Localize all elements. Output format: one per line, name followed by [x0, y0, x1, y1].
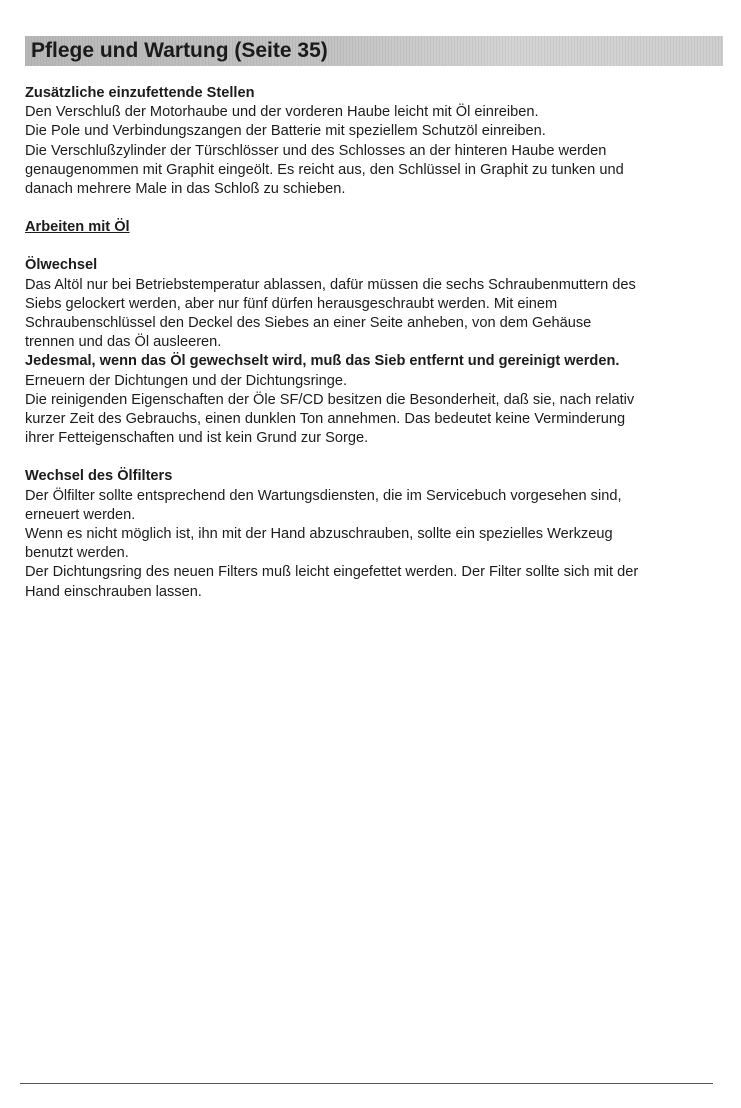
paragraph-line: Den Verschluß der Motorhaube und der vorderen Haube leicht mit Öl einreiben.	[25, 104, 539, 121]
spacer	[25, 199, 725, 218]
paragraph-line: Die Verschlußzylinder der Türschlösser und des Schlosses an der hinteren Haube werden	[25, 142, 607, 159]
paragraph-line: Erneuern der Dichtungen und der Dichtungsringe.	[25, 372, 348, 389]
document-body	[25, 84, 725, 602]
paragraph-line: Schraubenschlüssel den Deckel des Siebes an einer Seite anheben, von dem Gehäuse	[25, 315, 592, 332]
paragraph-line: benutzt werden.	[25, 545, 129, 562]
footer-divider	[20, 1083, 713, 1084]
emphasized-line: Jedesmal, wenn das Öl gewechselt wird, muß das Sieb entfernt und gereinigt werden.	[25, 353, 620, 370]
spacer	[25, 237, 725, 256]
section-heading-underlined: Arbeiten mit Öl	[25, 219, 130, 236]
section-heading: Wechsel des Ölfilters	[25, 468, 173, 485]
paragraph-line: danach mehrere Male in das Schloß zu schieben.	[25, 181, 346, 198]
paragraph-line: Siebs gelockert werden, aber nur fünf dürfen herausgeschraubt werden. Mit einem	[25, 295, 558, 312]
paragraph-line: erneuert werden.	[25, 506, 136, 523]
paragraph-line: ihrer Fetteigenschaften und ist kein Grund zur Sorge.	[25, 430, 369, 447]
paragraph-line: Der Ölfilter sollte entsprechend den Wartungsdiensten, die im Servicebuch vorgesehen sind,	[25, 487, 622, 504]
paragraph-line: trennen und das Öl ausleeren.	[25, 334, 222, 351]
paragraph-line: genaugenommen mit Graphit eingeölt. Es reicht aus, den Schlüssel in Graphit zu tunken und	[25, 161, 624, 178]
paragraph-line: kurzer Zeit des Gebrauchs, einen dunklen Ton annehmen. Das bedeutet keine Verminderung	[25, 411, 626, 428]
section-heading: Ölwechsel	[25, 257, 98, 274]
section-oil-change	[25, 256, 725, 448]
section-oil-filter-change	[25, 467, 725, 601]
paragraph-line: Das Altöl nur bei Betriebstemperatur ablassen, dafür müssen die sechs Schraubenmuttern des	[25, 276, 636, 293]
paragraph-line: Der Dichtungsring des neuen Filters muß leicht eingefettet werden. Der Filter sollte sich mit der	[25, 564, 639, 581]
spacer	[25, 448, 725, 467]
section-oil-work	[25, 218, 725, 237]
section-heading: Zusätzliche einzufettende Stellen	[25, 85, 255, 101]
paragraph-line: Hand einschrauben lassen.	[25, 583, 202, 600]
page-title: Pflege und Wartung (Seite 35)	[31, 39, 328, 62]
section-header-band	[25, 36, 723, 66]
section-grease-points	[25, 84, 725, 199]
paragraph-line: Die reinigenden Eigenschaften der Öle SF/CD besitzen die Besonderheit, daß sie, nach relativ	[25, 391, 635, 408]
paragraph-line: Die Pole und Verbindungszangen der Batterie mit speziellem Schutzöl einreiben.	[25, 123, 546, 140]
paragraph-line: Wenn es nicht möglich ist, ihn mit der Hand abzuschrauben, sollte ein spezielles Werkzeug	[25, 526, 613, 543]
